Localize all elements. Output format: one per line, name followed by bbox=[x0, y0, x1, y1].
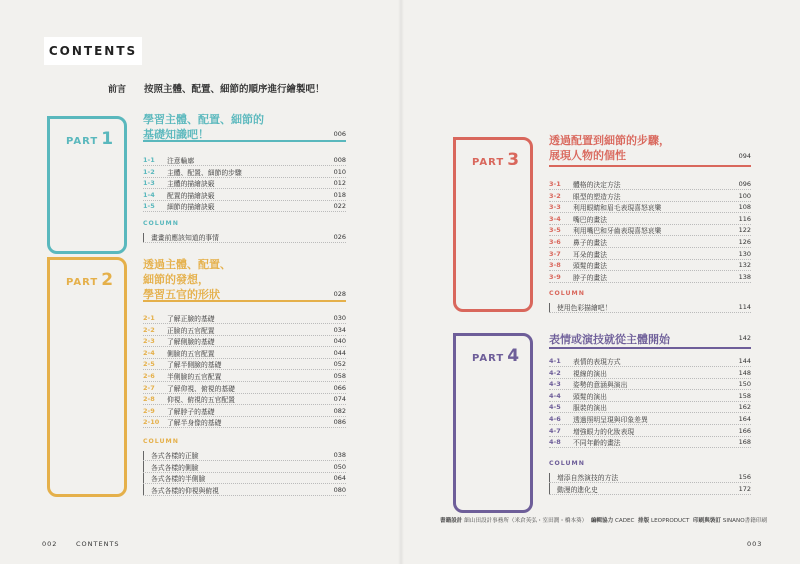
toc-entry[interactable] bbox=[549, 391, 751, 402]
right-page-number: 003 bbox=[747, 540, 763, 548]
toc-entry[interactable] bbox=[143, 359, 346, 370]
part-3-title: 展現人物的個性 bbox=[549, 149, 626, 162]
entry-title: 了解半側臉的基礎 bbox=[167, 361, 222, 370]
entry-title: 正臉的五官配置 bbox=[167, 326, 215, 335]
entry-title: 了解脖子的基礎 bbox=[167, 407, 215, 416]
entry-number: 2-5 bbox=[143, 360, 155, 369]
column-heading: COLUMN bbox=[143, 438, 179, 445]
entry-title: 不同年齡的畫法 bbox=[573, 439, 621, 448]
entry-number: 3-3 bbox=[549, 203, 561, 212]
entry-page: 130 bbox=[738, 249, 751, 258]
entry-number: 2-8 bbox=[143, 395, 155, 404]
entry-number: 3-5 bbox=[549, 226, 561, 235]
entry-page: 012 bbox=[333, 179, 346, 188]
part-word: PART bbox=[66, 136, 99, 147]
entry-number: 1-2 bbox=[143, 167, 155, 176]
entry-page: 166 bbox=[738, 426, 751, 435]
column-page: 172 bbox=[738, 484, 751, 493]
entry-title: 表情的表現方式 bbox=[573, 358, 621, 366]
entry-page: 100 bbox=[738, 191, 751, 200]
entry-title: 頭髮的畫法 bbox=[573, 262, 607, 271]
column-page: 064 bbox=[333, 474, 346, 483]
column-title: 各式各樣的仰視與俯視 bbox=[151, 486, 219, 495]
entry-title: 了解側臉的基礎 bbox=[167, 338, 215, 347]
part-1-rule bbox=[143, 140, 346, 142]
entry-page: 164 bbox=[738, 415, 751, 423]
entry-page: 018 bbox=[333, 190, 346, 199]
entry-number: 2-4 bbox=[143, 348, 155, 357]
credit-print: SINANO書籍印刷 bbox=[722, 518, 767, 524]
left-running-title: CONTENTS bbox=[76, 540, 120, 548]
part-word: PART bbox=[66, 277, 99, 288]
entry-title: 半側臉的五官配置 bbox=[167, 373, 222, 381]
entry-number: 1-1 bbox=[143, 156, 155, 164]
entry-title: 視線的演出 bbox=[573, 369, 607, 378]
entry-number: 3-9 bbox=[549, 272, 561, 281]
entry-page: 034 bbox=[333, 325, 346, 334]
entry-title: 了解正臉的基礎 bbox=[167, 315, 215, 323]
entry-page: 058 bbox=[333, 372, 346, 380]
part-4-page: 142 bbox=[738, 334, 751, 342]
entry-number: 2-7 bbox=[143, 383, 155, 392]
toc-entry[interactable] bbox=[143, 406, 346, 417]
toc-entry[interactable] bbox=[549, 179, 751, 190]
entry-page: 138 bbox=[738, 272, 751, 281]
entry-title: 了解仰視、俯視的基礎 bbox=[167, 384, 235, 393]
entry-number: 2-9 bbox=[143, 406, 155, 415]
preface-label: 前言 bbox=[108, 85, 127, 95]
entry-number: 4-5 bbox=[549, 403, 561, 412]
entry-number: 2-6 bbox=[143, 372, 155, 380]
entry-title: 嘴巴的畫法 bbox=[573, 215, 607, 224]
toc-entry[interactable] bbox=[549, 368, 751, 379]
part-word: PART bbox=[472, 353, 505, 364]
part-4-title: 表情或演技就從主體開始 bbox=[549, 333, 670, 346]
column-title: 畫畫前應該知道的事情 bbox=[151, 234, 219, 242]
entry-title: 頭髮的演出 bbox=[573, 392, 607, 401]
toc-entry[interactable] bbox=[549, 249, 751, 260]
preface-title: 按照主體、配置、細節的順序進行繪製吧！ bbox=[144, 84, 325, 95]
entry-title: 增強眼力的化妝表現 bbox=[573, 427, 635, 436]
part-number: 3 bbox=[507, 150, 521, 170]
entry-title: 體格的決定方法 bbox=[573, 181, 621, 189]
column-title: 各式各樣的側臉 bbox=[151, 463, 199, 472]
column-entry[interactable] bbox=[143, 462, 346, 473]
part-2-label bbox=[66, 270, 114, 290]
credit-dtp-label: 排版 bbox=[638, 518, 650, 524]
credit-edit: CADEC bbox=[614, 518, 635, 524]
toc-entry[interactable] bbox=[549, 437, 751, 448]
entry-page: 082 bbox=[333, 406, 346, 415]
entry-title: 服裝的演出 bbox=[573, 404, 607, 413]
entry-title: 配置的描繪訣竅 bbox=[167, 191, 215, 200]
entry-number: 4-8 bbox=[549, 438, 561, 447]
credit-design-label: 書籍設計 bbox=[440, 518, 463, 524]
entry-number: 1-3 bbox=[143, 179, 155, 188]
column-page: 080 bbox=[333, 485, 346, 494]
part-word: PART bbox=[472, 157, 505, 168]
toc-entry[interactable] bbox=[143, 371, 346, 382]
toc-entry[interactable] bbox=[549, 402, 751, 413]
entry-number: 3-2 bbox=[549, 191, 561, 200]
part-4-label bbox=[472, 346, 520, 366]
part-1-title: 基礎知識吧！ bbox=[143, 128, 209, 141]
entry-number: 3-7 bbox=[549, 249, 561, 258]
entry-number: 4-4 bbox=[549, 391, 561, 400]
credit-edit-label: 編輯協力 bbox=[590, 518, 614, 524]
entry-title: 耳朵的畫法 bbox=[573, 250, 607, 259]
column-page: 026 bbox=[333, 233, 346, 241]
column-title: 動漫的進化史 bbox=[557, 485, 598, 494]
entry-page: 030 bbox=[333, 314, 346, 322]
entry-number: 2-2 bbox=[143, 325, 155, 334]
toc-entry[interactable] bbox=[549, 214, 751, 225]
entry-title: 利用眼睛和眉毛表現喜怒哀樂 bbox=[573, 204, 662, 213]
toc-entry[interactable] bbox=[549, 260, 751, 271]
page-fold bbox=[398, 0, 404, 564]
entry-page: 150 bbox=[738, 380, 751, 389]
entry-number: 2-10 bbox=[143, 418, 160, 427]
part-2-title: 學習五官的形狀 bbox=[143, 288, 220, 301]
entry-title: 了解半身像的基礎 bbox=[167, 419, 222, 428]
entry-page: 086 bbox=[333, 418, 346, 427]
part-3-frame bbox=[453, 137, 533, 312]
toc-entry[interactable] bbox=[143, 201, 346, 212]
part-1-title: 學習主體、配置、細節的 bbox=[143, 113, 264, 126]
entry-title: 姿勢的意涵與演出 bbox=[573, 381, 628, 390]
toc-entry[interactable] bbox=[549, 272, 751, 283]
entry-page: 052 bbox=[333, 360, 346, 369]
part-2-title: 透過主體、配置、 bbox=[143, 258, 231, 271]
entry-page: 148 bbox=[738, 368, 751, 377]
entry-number: 3-6 bbox=[549, 238, 561, 246]
entry-number: 1-5 bbox=[143, 202, 155, 211]
column-title: 使用色彩描繪吧！ bbox=[557, 304, 612, 312]
toc-entry[interactable] bbox=[143, 313, 346, 324]
toc-entry[interactable] bbox=[143, 155, 346, 166]
entry-title: 細節的描繪訣竅 bbox=[167, 203, 215, 212]
entry-page: 168 bbox=[738, 438, 751, 447]
column-title: 各式各樣的半側臉 bbox=[151, 475, 206, 484]
toc-entry[interactable] bbox=[143, 394, 346, 405]
entry-number: 2-1 bbox=[143, 314, 155, 322]
part-3-page: 094 bbox=[738, 152, 751, 160]
part-4-rule bbox=[549, 347, 751, 349]
part-number: 1 bbox=[101, 129, 115, 149]
part-number: 4 bbox=[507, 346, 521, 366]
part-2-frame bbox=[47, 257, 127, 497]
entry-title: 利用嘴巴和牙齒表現喜怒哀樂 bbox=[573, 227, 662, 236]
entry-page: 126 bbox=[738, 238, 751, 246]
entry-page: 022 bbox=[333, 202, 346, 211]
entry-page: 010 bbox=[333, 167, 346, 176]
part-3-title: 透過配置到細節的步驟， bbox=[549, 134, 670, 147]
entry-title: 注意輪廓 bbox=[167, 157, 195, 165]
entry-page: 158 bbox=[738, 391, 751, 400]
entry-page: 162 bbox=[738, 403, 751, 412]
column-page: 156 bbox=[738, 473, 751, 481]
toc-entry[interactable] bbox=[143, 167, 346, 178]
entry-page: 096 bbox=[738, 180, 751, 188]
part-number: 2 bbox=[101, 270, 115, 290]
entry-number: 4-1 bbox=[549, 357, 561, 365]
entry-title: 鼻子的畫法 bbox=[573, 239, 607, 247]
entry-page: 116 bbox=[738, 214, 751, 223]
toc-entry[interactable] bbox=[549, 356, 751, 367]
part-3-rule bbox=[549, 165, 751, 167]
part-3-label bbox=[472, 150, 520, 170]
toc-entry[interactable] bbox=[549, 202, 751, 213]
column-title: 增添自然演技的方法 bbox=[557, 474, 619, 482]
column-entry[interactable] bbox=[143, 485, 346, 496]
part-4-frame bbox=[453, 333, 533, 513]
column-heading: COLUMN bbox=[549, 290, 585, 297]
toc-entry[interactable] bbox=[549, 379, 751, 390]
column-entry[interactable] bbox=[143, 473, 346, 484]
credit-design: 細山田設計事務所（米倉英弘・室田潤・橋本葵） bbox=[464, 518, 588, 524]
toc-entry[interactable] bbox=[549, 225, 751, 236]
entry-title: 主體、配置、細節的步驟 bbox=[167, 168, 242, 177]
entry-page: 066 bbox=[333, 383, 346, 392]
entry-page: 040 bbox=[333, 337, 346, 346]
entry-title: 透過照明呈現與印象差異 bbox=[573, 416, 648, 424]
part-1-frame bbox=[47, 116, 127, 254]
toc-entry[interactable] bbox=[143, 336, 346, 347]
entry-page: 008 bbox=[333, 156, 346, 164]
column-entry[interactable] bbox=[143, 232, 346, 243]
column-entry[interactable] bbox=[143, 450, 346, 461]
toc-entry[interactable] bbox=[549, 426, 751, 437]
part-2-page: 028 bbox=[333, 290, 346, 298]
column-entry[interactable] bbox=[549, 302, 751, 313]
entry-number: 4-6 bbox=[549, 415, 561, 423]
toc-entry[interactable] bbox=[143, 325, 346, 336]
part-2-title: 細節的發想， bbox=[143, 273, 209, 286]
column-entry[interactable] bbox=[549, 484, 751, 495]
toc-entry[interactable] bbox=[143, 417, 346, 428]
toc-entry[interactable] bbox=[143, 178, 346, 189]
credit-dtp: LEOPRODUCT bbox=[651, 518, 690, 524]
column-title: 各式各樣的正臉 bbox=[151, 452, 199, 460]
part-1-label bbox=[66, 129, 114, 149]
column-heading: COLUMN bbox=[549, 460, 585, 467]
entry-number: 4-7 bbox=[549, 426, 561, 435]
entry-page: 044 bbox=[333, 348, 346, 357]
entry-page: 122 bbox=[738, 226, 751, 235]
entry-number: 1-4 bbox=[143, 190, 155, 199]
toc-entry[interactable] bbox=[143, 383, 346, 394]
part-1-page: 006 bbox=[333, 130, 346, 138]
entry-page: 132 bbox=[738, 261, 751, 270]
entry-number: 4-2 bbox=[549, 368, 561, 377]
column-page: 050 bbox=[333, 462, 346, 471]
entry-page: 108 bbox=[738, 203, 751, 212]
entry-number: 4-3 bbox=[549, 380, 561, 389]
part-2-rule bbox=[143, 300, 346, 302]
entry-title: 仰視、俯視的五官配置 bbox=[167, 396, 235, 405]
toc-entry[interactable] bbox=[143, 348, 346, 359]
toc-entry[interactable] bbox=[143, 190, 346, 201]
credit-print-label: 印刷與裝訂 bbox=[693, 518, 722, 524]
credits bbox=[440, 516, 767, 524]
entry-number: 2-3 bbox=[143, 337, 155, 346]
entry-number: 3-1 bbox=[549, 180, 561, 188]
entry-number: 3-4 bbox=[549, 214, 561, 223]
contents-heading: CONTENTS bbox=[44, 37, 142, 65]
entry-title: 主體的描繪訣竅 bbox=[167, 180, 215, 189]
entry-title: 脖子的畫法 bbox=[573, 273, 607, 282]
column-page: 038 bbox=[333, 451, 346, 459]
toc-entry[interactable] bbox=[549, 191, 751, 202]
entry-title: 側臉的五官配置 bbox=[167, 349, 215, 358]
toc-entry[interactable] bbox=[549, 237, 751, 248]
entry-page: 144 bbox=[738, 357, 751, 365]
entry-page: 074 bbox=[333, 395, 346, 404]
left-page-number: 002 bbox=[42, 540, 58, 548]
toc-entry[interactable] bbox=[549, 414, 751, 425]
entry-title: 眼型的塑造方法 bbox=[573, 192, 621, 201]
entry-number: 3-8 bbox=[549, 261, 561, 270]
column-page: 114 bbox=[738, 303, 751, 311]
column-heading: COLUMN bbox=[143, 220, 179, 227]
column-entry[interactable] bbox=[549, 472, 751, 483]
